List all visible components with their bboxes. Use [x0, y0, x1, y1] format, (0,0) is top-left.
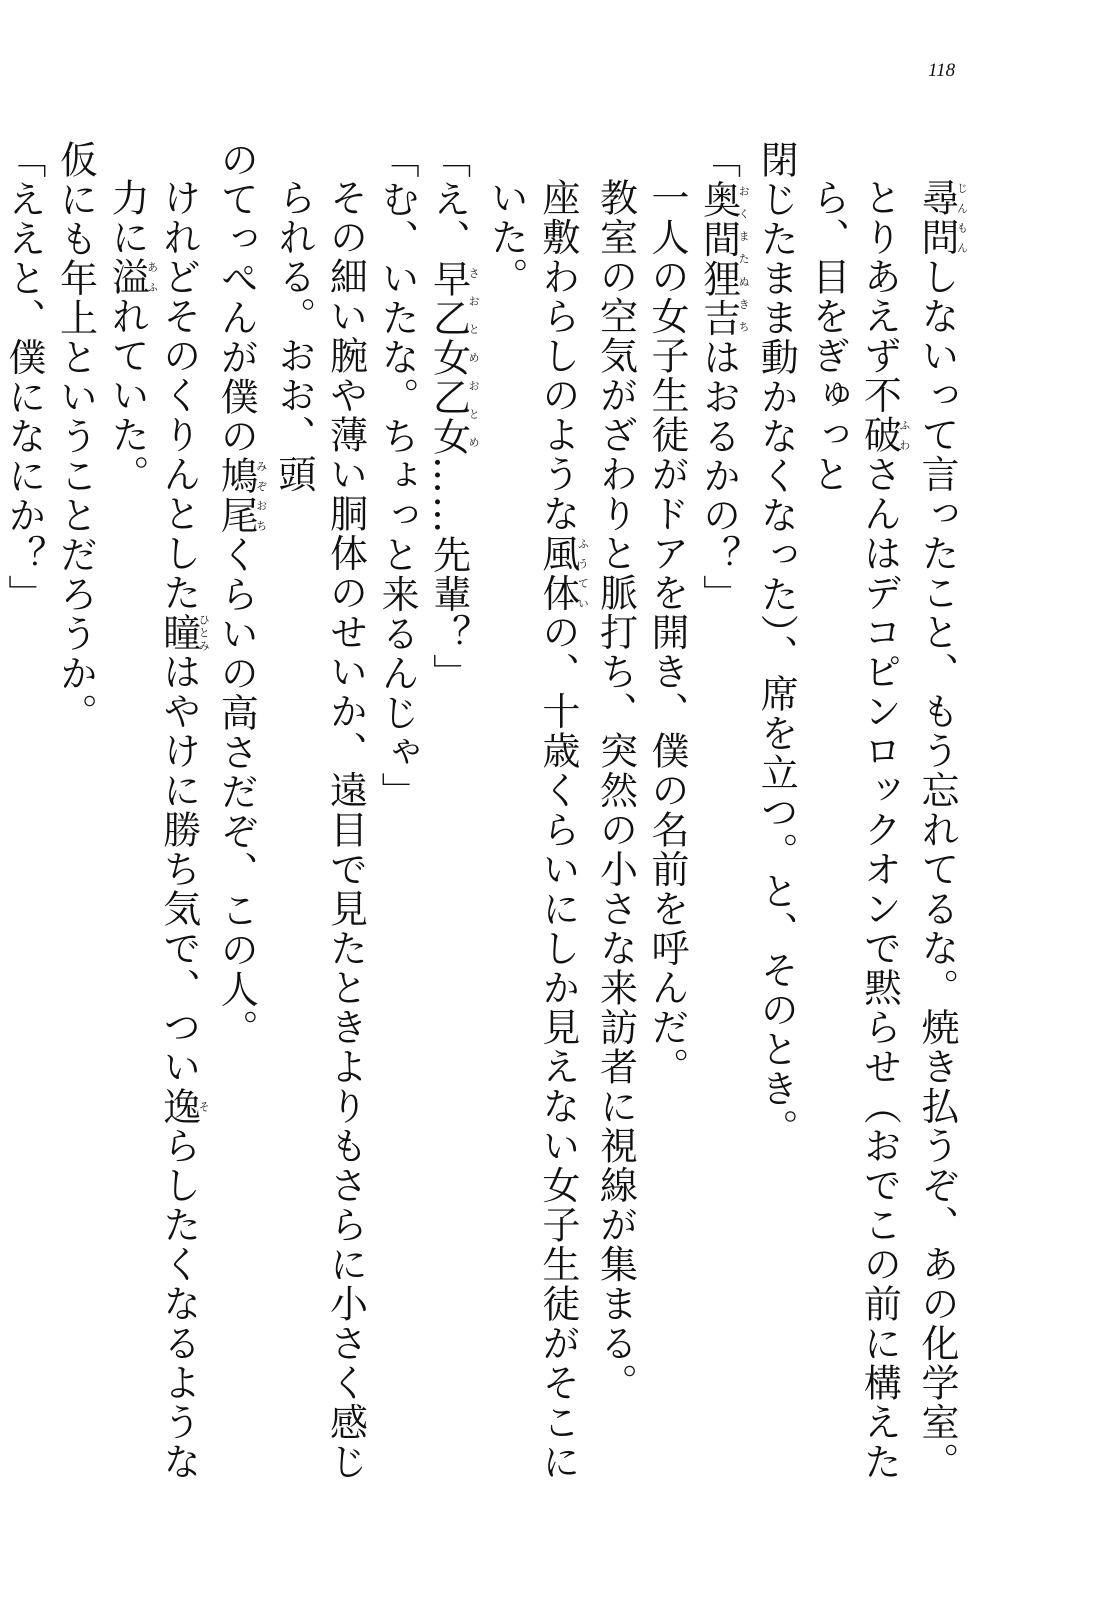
ruby-word — [857, 415, 911, 455]
ruby-reading: じんもん — [955, 178, 969, 257]
ruby-word — [105, 257, 159, 297]
text-run: はやけに勝ち気で、つい — [156, 652, 201, 1087]
text-line — [0, 140, 49, 1500]
ruby-reading: みぞおち — [254, 456, 268, 535]
ruby-base: 鳩尾 — [214, 456, 259, 535]
text-line — [101, 140, 210, 1500]
ruby-word — [696, 179, 751, 338]
ruby-reading: ひとみ — [197, 612, 211, 652]
text-run: らしたくなるような力に — [105, 178, 201, 1482]
page-number: 118 — [928, 60, 956, 81]
ruby-word — [156, 1086, 211, 1127]
ruby-word — [915, 178, 969, 257]
text-run: 「ええと、僕になにか？」 — [1, 140, 46, 614]
text-run: のてっぺんが僕の — [214, 140, 259, 456]
vertical-body-text — [1, 140, 969, 1500]
text-run: 教室の空気がざわりと脈打ち、突然の小さな来訪者に視線が集まる。 — [593, 178, 638, 1403]
ruby-reading: そ — [197, 1086, 211, 1126]
text-run: の、十歳くらいにしか見えない女子生徒がそこにいた。 — [484, 178, 580, 1482]
text-run: 仮にも年上ということだろうか。 — [53, 140, 98, 733]
text-line — [480, 140, 589, 1500]
ruby-reading: さおとめおとめ — [467, 258, 481, 456]
ruby-word — [214, 456, 268, 535]
ruby-base: 尋問 — [915, 178, 959, 257]
text-run: くらいの高さだぞ、この人。 — [214, 535, 259, 1049]
text-run: その細い腕や薄い胴体のせいか、遠目で見たときよりもさらに小さく感じられる。おお、頭 — [271, 178, 368, 1482]
text-line — [589, 140, 641, 1500]
text-line — [692, 140, 750, 1500]
text-run: しないって言ったこと、もう忘れてるな。焼き払うぞ、あの化学室。 — [915, 257, 959, 1482]
text-line — [910, 140, 968, 1500]
text-run: さんはデコピンロックオンで黙らせ（おでこの前に構えたら、目をぎゅっと — [805, 178, 902, 1482]
text-run: 「 — [696, 140, 741, 180]
ruby-reading: あふ — [145, 257, 159, 297]
text-run: ……先輩？」 — [426, 456, 471, 693]
ruby-base: 奥間狸吉 — [696, 179, 741, 338]
text-line — [422, 140, 480, 1500]
text-line — [267, 140, 370, 1500]
ruby-base: 破 — [857, 415, 902, 455]
text-line — [750, 140, 802, 1500]
text-line — [49, 140, 101, 1500]
ruby-word — [535, 533, 590, 613]
text-line — [210, 140, 268, 1500]
text-run: れていた。 — [105, 296, 150, 494]
text-run: 「え、 — [426, 140, 471, 259]
ruby-reading: おくまたぬきち — [737, 179, 751, 338]
ruby-base: 逸 — [156, 1086, 201, 1126]
text-run: けれどそのくりんとした — [156, 178, 201, 613]
text-run: 座敷わらしのような — [535, 178, 580, 534]
text-run: 「む、いたな。ちょっと来るんじゃ」 — [375, 140, 420, 812]
text-line — [640, 140, 692, 1500]
ruby-base: 溢 — [105, 257, 150, 297]
text-run: はおるかの？」 — [696, 337, 741, 614]
ruby-base: 早乙女乙女 — [426, 258, 471, 456]
text-line — [370, 140, 422, 1500]
text-run: 一人の女子生徒がドアを開き、僕の名前を呼んだ。 — [645, 178, 690, 1087]
ruby-word — [426, 258, 481, 457]
ruby-base: 瞳 — [156, 612, 201, 652]
ruby-base: 風体 — [535, 533, 580, 613]
text-run: 閉じたまま動かなくなった）、席を立つ。と、そのとき。 — [754, 140, 799, 1148]
text-run: とりあえず不 — [857, 178, 902, 415]
text-line — [801, 140, 910, 1500]
ruby-word — [156, 612, 211, 653]
ruby-reading: ふうてい — [576, 533, 590, 613]
ruby-reading: ふわ — [897, 415, 911, 455]
